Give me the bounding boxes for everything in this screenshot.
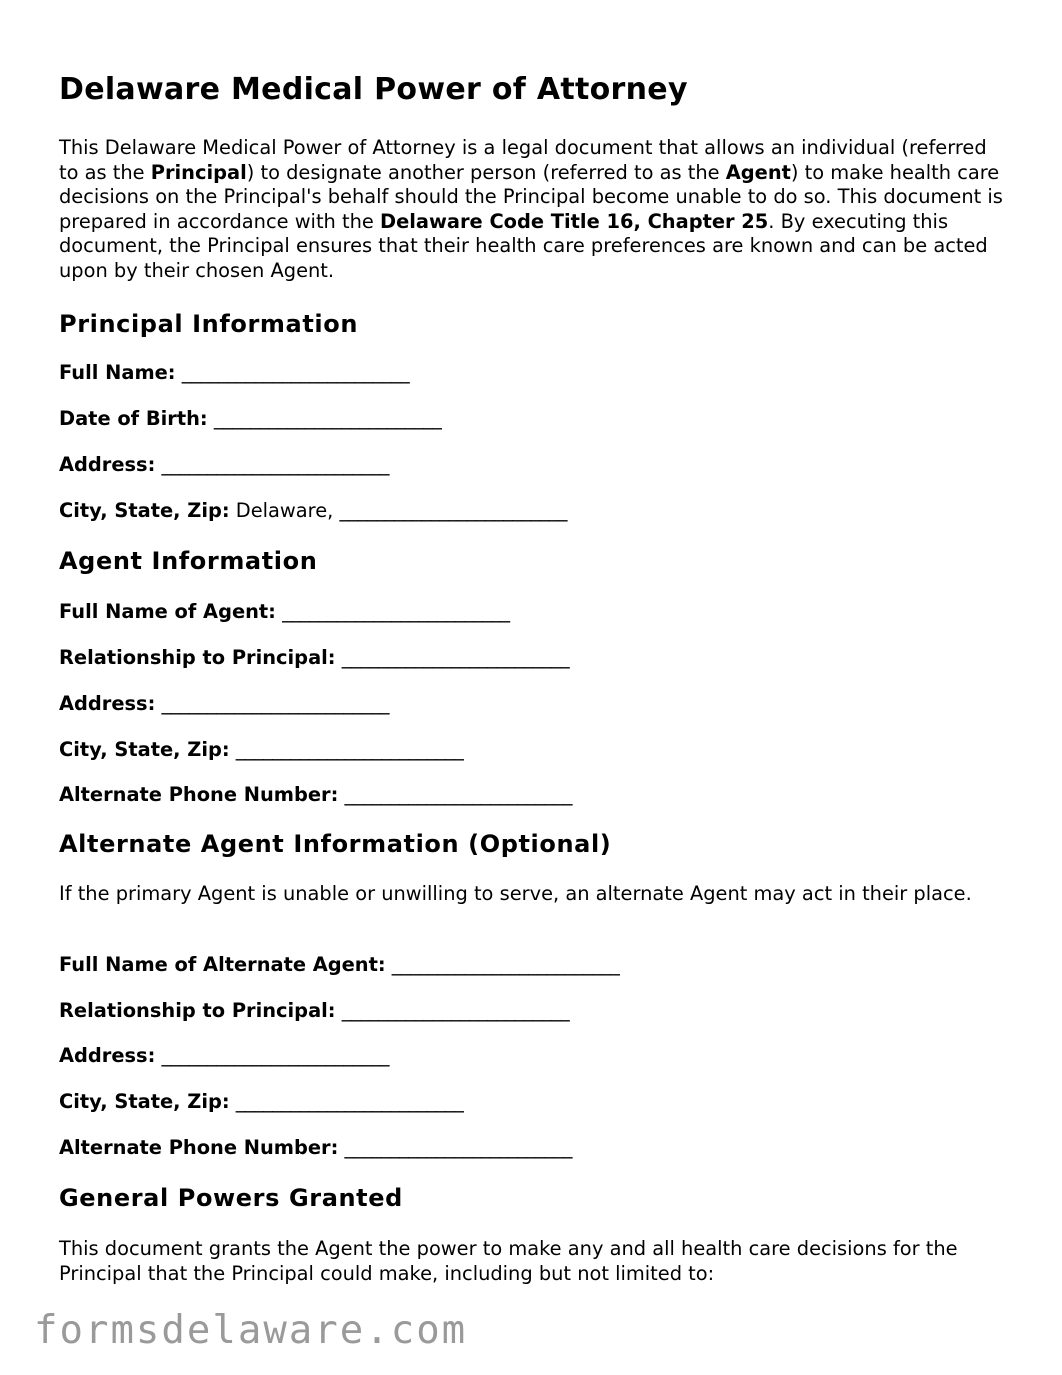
agent-phone-field[interactable] [59,783,572,806]
fill-line[interactable]: _________________________ [391,953,620,976]
intro-text-1: This Delaware Medical Power of Attorney is a legal document that allows an individual (referred to as the [59,136,987,184]
state-prefill: Delaware, [235,499,334,522]
field-label: Alternate Phone Number: [59,1136,339,1159]
agent-relationship-field[interactable] [59,646,569,669]
fill-line[interactable]: _________________________ [344,783,572,806]
fill-line[interactable]: _________________________ [341,999,570,1022]
alternate-agent-full-name-field[interactable] [59,953,619,976]
fill-line[interactable]: _________________________ [235,1090,464,1113]
field-label: Full Name: [59,361,176,384]
intro-paragraph [59,136,1009,284]
principal-section-heading: Principal Information [59,310,359,338]
alternate-agent-city-state-zip-field[interactable] [59,1090,463,1113]
document-title: Delaware Medical Power of Attorney [59,72,688,107]
fill-line[interactable]: _________________________ [161,453,389,476]
intro-term-agent: Agent [725,160,791,184]
agent-full-name-field[interactable] [59,600,510,623]
field-label: Full Name of Alternate Agent: [59,953,386,976]
fill-line[interactable]: _________________________ [235,738,464,761]
general-powers-section-heading: General Powers Granted [59,1184,403,1212]
fill-line[interactable]: _________________________ [339,499,567,522]
fill-line[interactable]: _________________________ [282,600,510,623]
alternate-agent-section-heading: Alternate Agent Information (Optional) [59,830,612,858]
field-label: City, State, Zip: [59,499,230,522]
intro-term-principal: Principal [150,160,247,184]
field-label: Address: [59,1044,156,1067]
fill-line[interactable]: _________________________ [181,361,410,384]
agent-city-state-zip-field[interactable] [59,738,463,761]
intro-text-4: . By executing this document, the Principal ensures that their health care preferences are known and can be acted upon by their chosen Agent. [59,209,988,282]
field-label: Relationship to Principal: [59,646,336,669]
field-label: Date of Birth: [59,407,208,430]
agent-section-heading: Agent Information [59,547,318,575]
alternate-agent-note: If the primary Agent is unable or unwilling to serve, an alternate Agent may act in their place. [59,882,972,905]
principal-full-name-field[interactable] [59,361,409,384]
alternate-agent-address-field[interactable] [59,1044,389,1067]
alternate-agent-phone-field[interactable] [59,1136,572,1159]
field-label: City, State, Zip: [59,1090,230,1113]
fill-line[interactable]: _________________________ [341,646,570,669]
field-label: Alternate Phone Number: [59,783,339,806]
fill-line[interactable]: _________________________ [161,692,389,715]
fill-line[interactable]: _________________________ [344,1136,572,1159]
fill-line[interactable]: _________________________ [213,407,442,430]
field-label: Relationship to Principal: [59,999,336,1022]
intro-term-code: Delaware Code Title 16, Chapter 25 [380,209,769,233]
site-watermark: formsdelaware.com [34,1308,468,1353]
principal-city-state-zip-field[interactable] [59,499,567,522]
field-label: Address: [59,692,156,715]
fill-line[interactable]: _________________________ [161,1044,389,1067]
principal-dob-field[interactable] [59,407,441,430]
field-label: Address: [59,453,156,476]
agent-address-field[interactable] [59,692,389,715]
intro-text-2: ) to designate another person (referred to as the [246,160,726,184]
alternate-agent-relationship-field[interactable] [59,999,569,1022]
intro-text-3: ) to make health care decisions on the Principal's behalf should the Principal become unable to do so. This document is prepared in accordance with the [59,160,1003,233]
principal-address-field[interactable] [59,453,389,476]
general-powers-text: This document grants the Agent the power to make any and all health care decisions for the Principal that the Principal could make, including but not limited to: [59,1237,958,1285]
field-label: City, State, Zip: [59,738,230,761]
field-label: Full Name of Agent: [59,600,276,623]
